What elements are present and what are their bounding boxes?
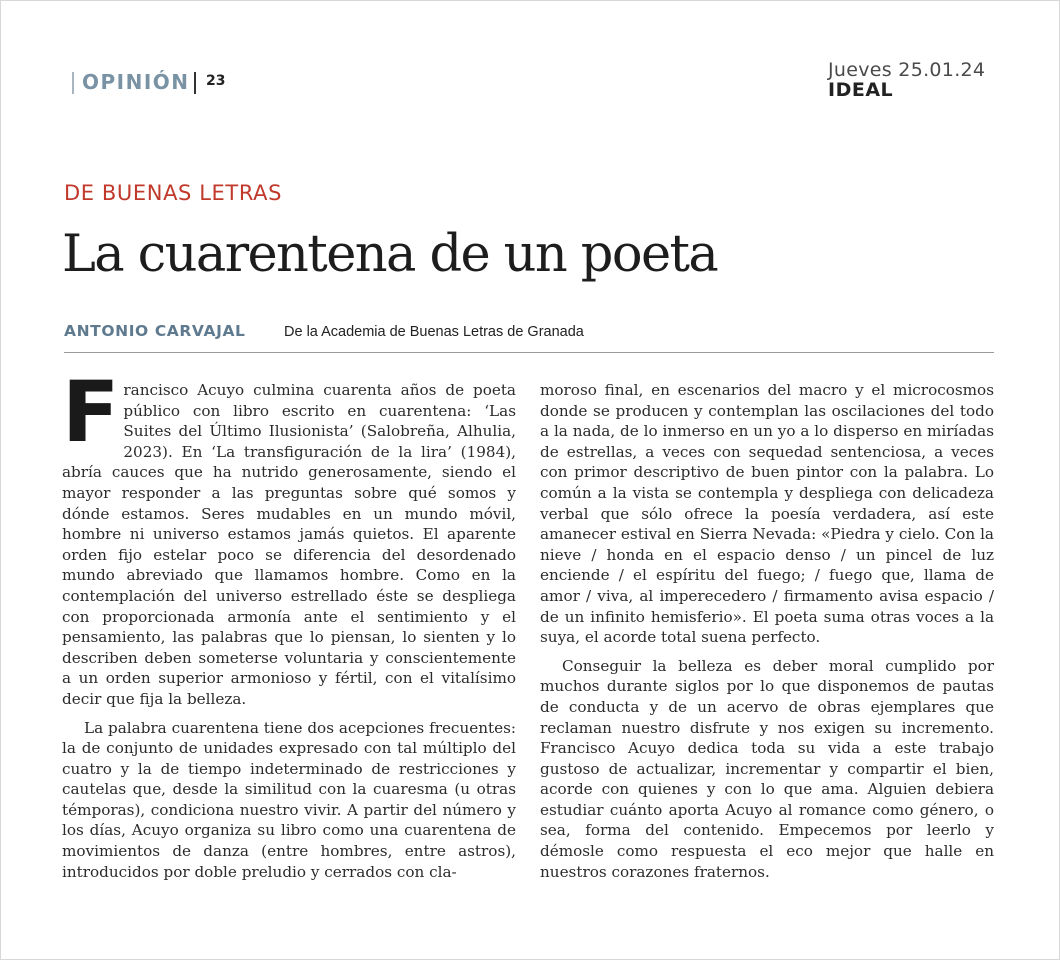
byline-rule [64,352,994,353]
paragraph-1 [62,363,516,710]
masthead: IDEAL [828,79,894,101]
section-divider [194,72,196,94]
author-name: ANTONIO CARVAJAL [64,322,246,340]
paragraph-3: Conseguir la belleza es deber moral cumplido por muchos durante siglos por lo que disponemos de pautas de conducta y de un acervo de obras ejemplares que reclaman nuestro disfrute y nos exigen su incremento. Francisco Acuyo dedica toda su vida a este trabajo gustoso de actualizar, incrementar y compartir el bien, acorde con quienes y con lo que ama. Alguien debiera estudiar cuánto aporta Acuyo al romance como género, o sea, forma del contenido. Empecemos por leerlo y démosle como respuesta el eco mejor que halle en nuestros corazones fraternos. [540,656,994,881]
headline: La cuarentena de un poeta [62,225,718,284]
section-accent-bar [72,72,74,94]
issue-date: Jueves 25.01.24 [828,59,986,81]
article-column-left [62,363,516,882]
drop-cap: F [62,363,120,461]
paragraph-1-text: rancisco Acuyo culmina cuarenta años de poeta público con libro escrito en cuarentena: ‘Las Suites del Último Ilusionista’ (Salobreña, Alhulia, 2023). En ‘La transfiguración de la lira’ (1984), abría cauces que ha nutrido generosamente, siendo el mayor responder a las preguntas sobre qué somos y dónde estamos. Seres mudables en un mundo móvil, hombre ni universo estamos jamás quietos. El aparente orden fijo estelar poco se diferencia del desordenado mundo abreviado que llamamos hombre. Como en la contemplación del universo estrellado éste se despliega con proporcionada armonía ante el sentimiento y el pensamiento, las palabras que lo piensan, lo sienten y lo describen deben someterse voluntaria y conscientemente a un orden superior armonioso y fértil, con el vitalísimo decir que fija la belleza. [62,381,516,708]
article-column-right [540,380,994,882]
author-affiliation: De la Academia de Buenas Letras de Granada [284,324,584,340]
paragraph-2-continued: moroso final, en escenarios del macro y el microcosmos donde se producen y contemplan las oscilaciones del todo a la nada, de lo inmerso en un yo a lo disperso en miríadas de estrellas, a veces con sequedad sentenciosa, a veces con primor descriptivo de buen pintor con la palabra. Lo común a la vista se contempla y despliega con delicadeza verbal que sólo ofrece la poesía verdadera, así este amanecer estival en Sierra Nevada: «Piedra y cielo. Con la nieve / honda en el espacio denso / un pincel de luz enciende / el espíritu del fuego; / fuego que, llama de amor / viva, al imperecedero / firmamento avisa espacio / de un infinito hemisferio». El poeta suma otras voces a la suya, el acorde total suena perfecto. [540,381,994,647]
kicker: DE BUENAS LETRAS [64,181,283,205]
page-number: 23 [206,73,226,89]
paragraph-2: La palabra cuarentena tiene dos acepciones frecuentes: la de conjunto de unidades expresado con tal múltiplo del cuatro y la de tiempo indeterminado de restricciones y cautelas que, desde la similitud con la cuaresma (u otras témporas), condiciona nuestro vivir. A partir del número y los días, Acuyo organiza su libro como una cuarentena de movimientos de danza (entre hombres, entre astros), introducidos por doble preludio y cerrados con cla- [62,718,516,881]
section-label: OPINIÓN [82,70,190,94]
